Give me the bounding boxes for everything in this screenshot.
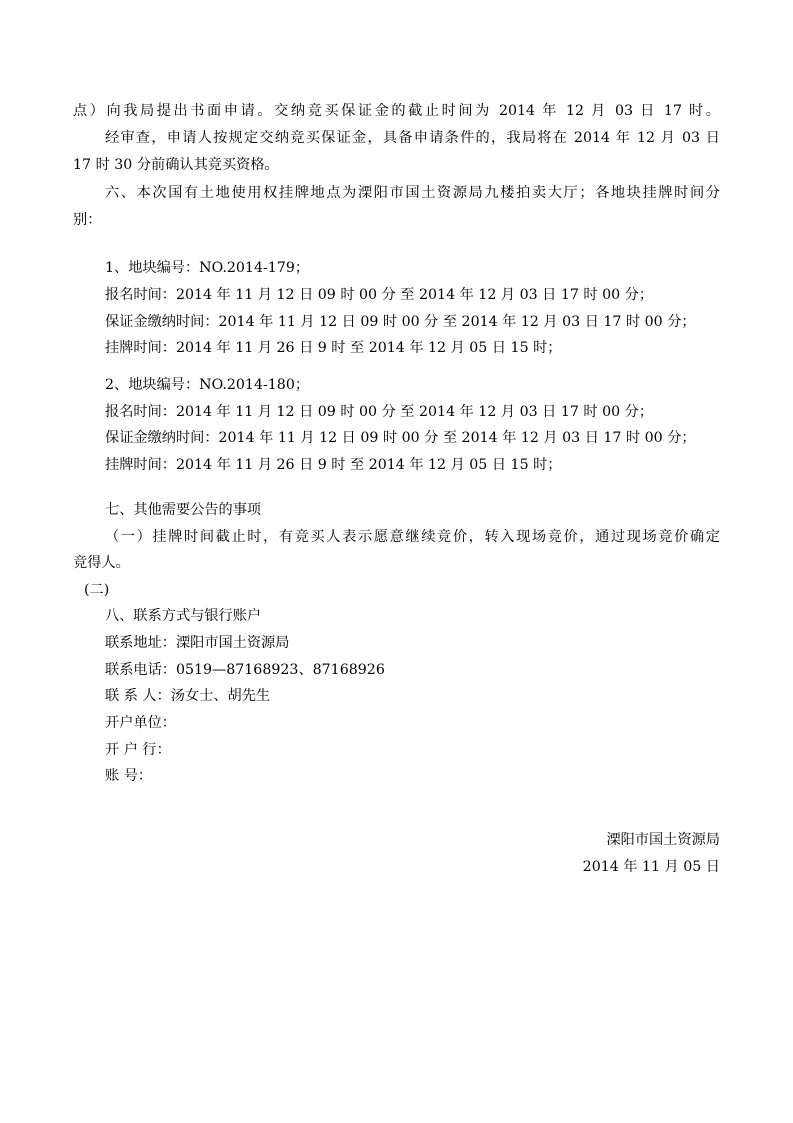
para-prev-tail: 点）向我局提出书面申请。交纳竞买保证金的截止时间为 2014 年 12 月 03 日 17 时。 [73,103,720,119]
account-number: 账 号： [105,768,153,784]
parcel-2-listing: 挂牌时间：2014 年 11 月 26 日 9 时 至 2014 年 12 月 05 日 15 时； [105,457,562,473]
signature-org: 溧阳市国土资源局 [606,832,720,848]
contact-phone: 联系电话：0519—87168923、87168926 [105,662,385,678]
section7-heading: 七、其他需要公告的事项 [105,502,262,518]
section6-line-2: 别： [73,212,102,228]
contact-person: 联 系 人：汤女士、胡先生 [105,688,271,704]
section7-item2: (二) [84,582,110,598]
bank-name: 开 户 行： [105,742,171,758]
parcel-2-registration: 报名时间：2014 年 11 月 12 日 09 时 00 分 至 2014 年 12 月 03 日 17 时 00 分； [105,404,654,420]
parcel-2-number: 2、地块编号：NO.2014-180； [105,377,310,393]
review-line-2: 17 时 30 分前确认其竞买资格。 [73,157,279,173]
review-line-1: 经审查，申请人按规定交纳竞买保证金，具备申请条件的，我局将在 2014 年 12 月 03 日 [105,130,720,146]
section8-heading: 八、联系方式与银行账户 [105,608,262,624]
parcel-1-number: 1、地块编号：NO.2014-179； [105,260,310,276]
section7-item1-line-2: 竞得人。 [73,555,130,571]
parcel-1-deposit: 保证金缴纳时间：2014 年 11 月 12 日 09 时 00 分 至 2014 年 12 月 03 日 17 时 00 分； [105,314,696,330]
contact-address: 联系地址：溧阳市国土资源局 [105,635,290,651]
section7-item1-line-1: （一）挂牌时间截止时，有竞买人表示愿意继续竞价，转入现场竞价，通过现场竞价确定 [105,529,720,545]
parcel-2-deposit: 保证金缴纳时间：2014 年 11 月 12 日 09 时 00 分 至 2014 年 12 月 03 日 17 时 00 分； [105,430,696,446]
account-unit: 开户单位： [105,715,176,731]
section6-line-1: 六、本次国有土地使用权挂牌地点为溧阳市国土资源局九楼拍卖大厅；各地块挂牌时间分 [105,185,720,201]
parcel-1-registration: 报名时间：2014 年 11 月 12 日 09 时 00 分 至 2014 年 12 月 03 日 17 时 00 分； [105,287,654,303]
signature-date: 2014 年 11 月 05 日 [582,859,720,875]
parcel-1-listing: 挂牌时间：2014 年 11 月 26 日 9 时 至 2014 年 12 月 05 日 15 时； [105,340,562,356]
